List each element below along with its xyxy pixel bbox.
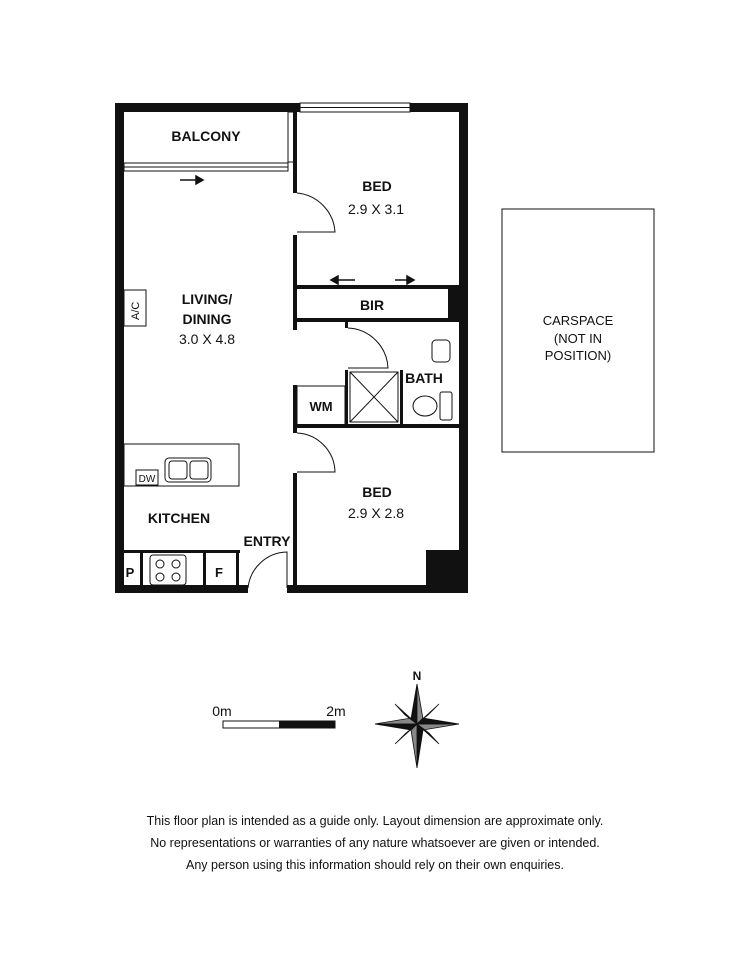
label-entry: ENTRY	[243, 533, 291, 549]
sliding-door-arrow	[180, 176, 203, 184]
label-kitchen: KITCHEN	[147, 510, 211, 526]
disclaimer	[0, 810, 750, 876]
label-carspace-2: (NOT IN	[553, 331, 603, 346]
disclaimer-line-3: Any person using this information should rely on their own enquiries.	[186, 858, 564, 872]
label-bed1-size: 2.9 X 3.1	[347, 201, 405, 217]
label-fridge: F	[215, 565, 223, 580]
label-balcony: BALCONY	[171, 128, 241, 144]
label-bath: BATH	[405, 370, 443, 386]
label-pantry: P	[125, 565, 135, 580]
door-swings	[248, 193, 388, 588]
label-wm: WM	[309, 399, 333, 414]
disclaimer-line-1: This floor plan is intended as a guide only. Layout dimension are approximate only.	[146, 814, 604, 828]
compass-icon	[375, 684, 459, 768]
label-ac: A/C	[130, 301, 142, 320]
label-bed1: BED	[362, 178, 392, 194]
shower-icon	[350, 372, 398, 422]
windows	[124, 103, 410, 171]
label-bed2-size: 2.9 X 2.8	[347, 505, 405, 521]
scale-bar	[212, 703, 345, 728]
label-living: LIVING/	[181, 291, 233, 307]
robe-arrows	[331, 276, 414, 284]
label-bir: BIR	[359, 297, 385, 313]
scale-end-label: 2m	[326, 703, 346, 719]
disclaimer-line-2: No representations or warranties of any nature whatsoever are given or intended.	[150, 836, 600, 850]
label-carspace-3: POSITION)	[544, 348, 612, 363]
compass-north-label: N	[412, 669, 422, 683]
scale-start-label: 0m	[212, 703, 232, 719]
label-dining: DINING	[182, 311, 232, 327]
label-dw: DW	[138, 474, 156, 485]
label-living-size: 3.0 X 4.8	[178, 331, 236, 347]
cooktop-icon	[150, 555, 186, 585]
label-carspace: CARSPACE	[542, 313, 614, 328]
label-bed2: BED	[362, 484, 392, 500]
